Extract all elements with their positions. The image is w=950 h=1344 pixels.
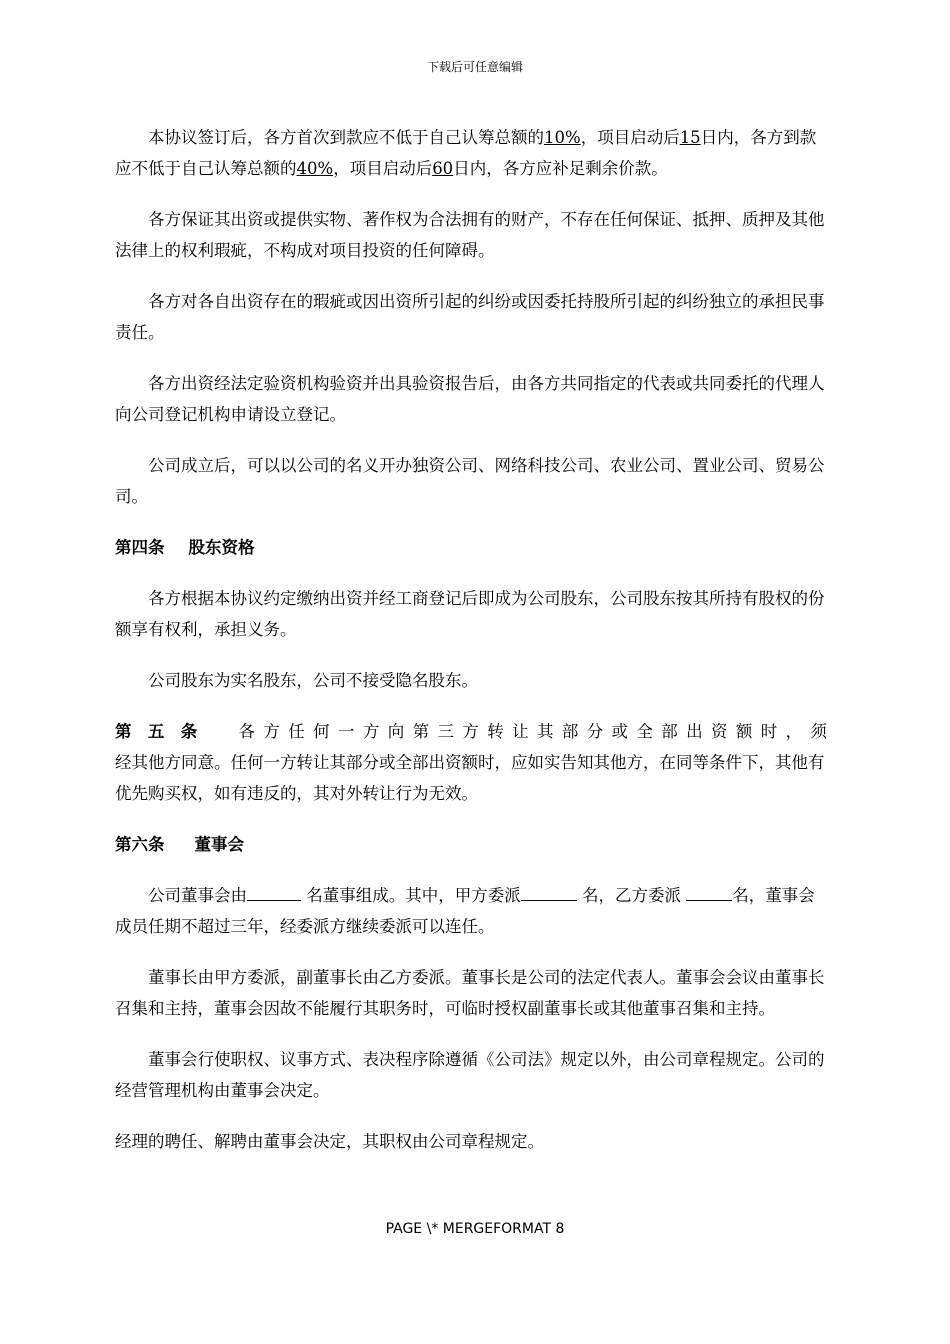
text: ，项目启动后 bbox=[333, 159, 433, 178]
article-5 bbox=[115, 716, 827, 809]
paragraph-board-powers: 董事会行使职权、议事方式、表决程序除遵循《公司法》规定以外，由公司章程规定。公司的经营管理机构由董事会决定。 bbox=[115, 1050, 825, 1100]
text: 本协议签订后，各方首次到款应不低于自己认筹总额的 bbox=[148, 128, 544, 147]
paragraph-manager: 经理的聘任、解聘由董事会决定，其职权由公司章程规定。 bbox=[115, 1132, 544, 1151]
article-title: 股东资格 bbox=[188, 538, 255, 557]
paragraph-shareholder-status: 各方根据本协议约定缴纳出资并经工商登记后即成为公司股东，公司股东按其所持有股权的份额享有权利，承担义务。 bbox=[115, 589, 825, 639]
text: 名董事组成。其中，甲方委派 bbox=[306, 886, 521, 905]
blank-party-a-directors bbox=[521, 886, 577, 901]
article-title: 董事会 bbox=[194, 835, 244, 854]
text: 名，董事会成员任期不超过三年，经委派方继续委派可以连任。 bbox=[115, 886, 815, 936]
article-label: 第五条 bbox=[115, 722, 214, 741]
paragraph-chairman: 董事长由甲方委派，副董事长由乙方委派。董事长是公司的法定代表人。董事会会议由董事长召集和主持，董事会因故不能履行其职务时，可临时授权副董事长或其他董事召集和主持。 bbox=[115, 968, 825, 1018]
article-5-text: 经其他方同意。任何一方转让其部分或全部出资额时，应如实告知其他方，在同等条件下，其他有优先购买权，如有违反的，其对外转让行为无效。 bbox=[115, 753, 825, 803]
paragraph-subsidiaries: 公司成立后，可以以公司的名义开办独资公司、网络科技公司、农业公司、置业公司、贸易公司。 bbox=[115, 456, 825, 506]
article-4-heading bbox=[115, 532, 827, 563]
text: 名，乙方委派 bbox=[582, 886, 681, 905]
paragraph-payment-schedule bbox=[115, 122, 827, 184]
text: 公司董事会由 bbox=[148, 886, 247, 905]
text: ，项目启动后 bbox=[580, 128, 680, 147]
page-footer: PAGE \* MERGEFORMAT 8 bbox=[385, 1221, 565, 1237]
paragraph-registration: 各方出资经法定验资机构验资并出具验资报告后，由各方共同指定的代表或共同委托的代理人向公司登记机构申请设立登记。 bbox=[115, 374, 825, 424]
text: 日内，各方应补足剩余价款。 bbox=[453, 159, 668, 178]
page-header: 下载后可任意编辑 bbox=[426, 60, 523, 74]
text: 日内，各方到款应不低于自己认筹总额的 bbox=[115, 128, 817, 178]
document-body bbox=[115, 122, 827, 1157]
article-number: 第六条 bbox=[115, 835, 165, 854]
first-payment-percent: 10% bbox=[544, 128, 581, 147]
second-payment-percent: 40% bbox=[296, 159, 334, 178]
paragraph-contribution-guarantee: 各方保证其出资或提供实物、著作权为合法拥有的财产，不存在任何保证、抵押、质押及其他法律上的权利瑕疵，不构成对项目投资的任何障碍。 bbox=[115, 210, 825, 260]
blank-party-b-directors bbox=[686, 886, 732, 901]
paragraph-board-composition bbox=[115, 880, 827, 942]
final-payment-days: 60 bbox=[432, 159, 454, 178]
blank-total-directors bbox=[247, 886, 301, 901]
article-5-first-line bbox=[115, 716, 827, 747]
paragraph-civil-liability: 各方对各自出资存在的瑕疵或因出资所引起的纠纷或因委托持股所引起的纠纷独立的承担民事责任。 bbox=[115, 292, 825, 342]
article-6-heading bbox=[115, 829, 827, 860]
paragraph-named-shareholders: 公司股东为实名股东，公司不接受隐名股东。 bbox=[148, 671, 478, 690]
text: 各方任何一方向第三方转让其部分或全部出资额时，须 bbox=[238, 722, 828, 741]
first-payment-days: 15 bbox=[679, 128, 701, 147]
article-number: 第四条 bbox=[115, 538, 165, 557]
